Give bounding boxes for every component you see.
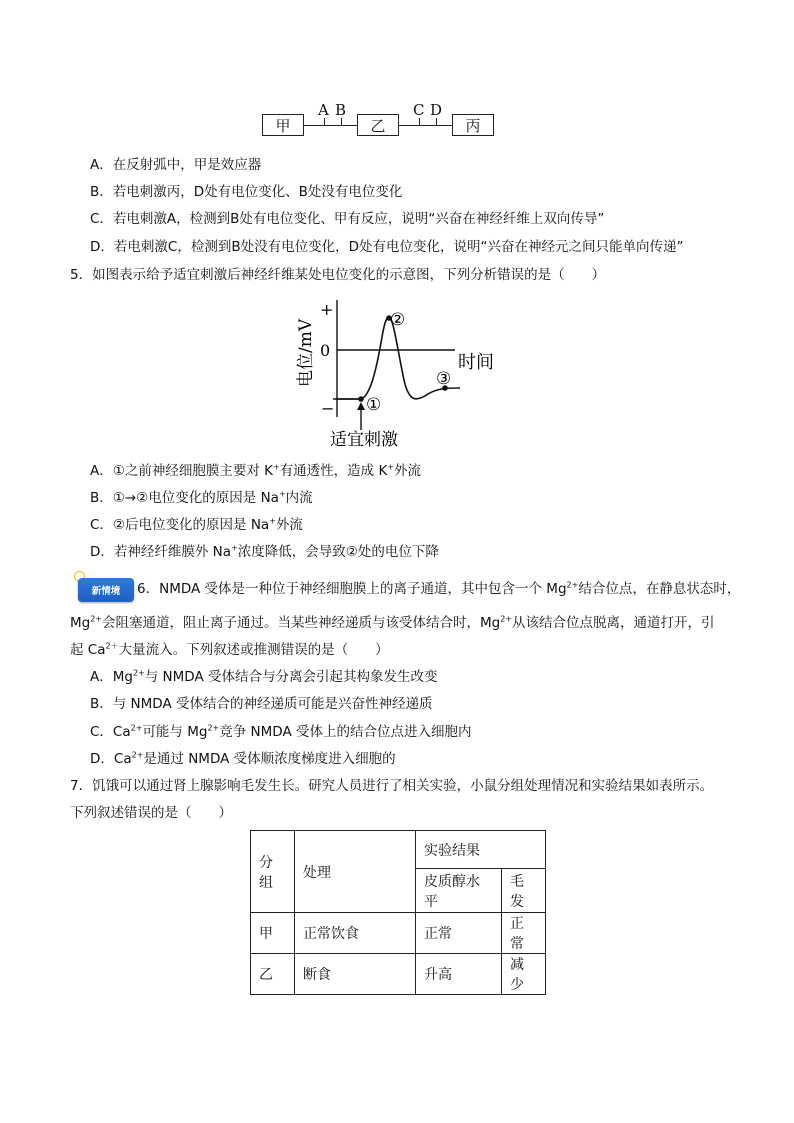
box-bing: 丙 xyxy=(452,114,494,136)
results-table xyxy=(250,830,546,995)
table-row xyxy=(251,954,546,995)
point-d-tick xyxy=(436,118,437,125)
header-cortisol: 皮质醇水平 xyxy=(416,869,502,913)
point-d-label: D xyxy=(430,101,443,119)
y-axis-label: 电位/mV xyxy=(296,318,316,387)
stimulus-label: 适宜刺激 xyxy=(330,430,398,450)
q6-option-d: D．$Ca^{2+}$是通过 NMDA 受体顺浓度梯度进入细胞的 xyxy=(90,750,396,767)
q6-line-1: 6．NMDA 受体是一种位于神经细胞膜上的离子通道，其中包含一个 $Mg^{2+}$结合位点，在静息状态时， xyxy=(137,580,741,597)
marker-2: ② xyxy=(390,310,406,330)
q5-option-b: B．①→②电位变化的原因是 Na+内流 xyxy=(90,489,313,506)
cell-cortisol: 正常 xyxy=(416,913,502,954)
box-jia: 甲 xyxy=(262,114,304,136)
q4-option-d: D．若电刺激C，检测到B处没有电位变化，D处有电位变化，说明“兴奋在神经元之间只能单向传递” xyxy=(90,239,684,255)
box-yi: 乙 xyxy=(357,114,399,136)
header-treatment: 处理 xyxy=(295,831,416,913)
q5-option-d: D．若神经纤维膜外 Na+浓度降低，会导致②处的电位下降 xyxy=(90,543,439,560)
point-c-tick xyxy=(419,118,420,125)
y-zero-label: 0 xyxy=(320,341,331,360)
q7-stem-line-2: 下列叙述错误的是（ ） xyxy=(70,805,232,821)
header-hair: 毛发 xyxy=(502,869,546,913)
q4-option-b: B．若电刺激丙，D处有电位变化、B处没有电位变化 xyxy=(90,184,403,200)
q4-option-c: C．若电刺激A，检测到B处有电位变化、甲有反应，说明“兴奋在神经纤维上双向传导” xyxy=(90,211,605,227)
q5-stem: 5．如图表示给予适宜刺激后神经纤维某处电位变化的示意图，下列分析错误的是（ ） xyxy=(70,267,606,283)
x-axis-label: 时间 xyxy=(458,352,494,373)
point-b-tick xyxy=(341,118,342,125)
point-c-label: C xyxy=(413,101,425,119)
q6-option-b: B．与 NMDA 受体结合的神经递质可能是兴奋性神经递质 xyxy=(90,696,433,712)
cell-group: 甲 xyxy=(251,913,295,954)
q5-option-c: C．②后电位变化的原因是 Na+外流 xyxy=(90,516,303,533)
stimulus-arrowhead xyxy=(357,402,365,410)
q5-option-a: A．①之前神经细胞膜主要对 K+有通透性，造成 K+外流 xyxy=(90,462,422,479)
header-results: 实验结果 xyxy=(416,831,546,869)
table-row xyxy=(251,913,546,954)
q6-line-2: $Mg^{2+}$会阻塞通道，阻止离子通过。当某些神经递质与该受体结合时，$Mg^{2+}$从该结合位点脱离，通道打开，引 xyxy=(70,614,715,631)
new-context-badge: 新情境 xyxy=(78,578,134,602)
point-a-tick xyxy=(324,118,325,125)
marker-1: ① xyxy=(366,395,382,415)
cell-treatment: 正常饮食 xyxy=(295,913,416,954)
y-plus-label: + xyxy=(320,300,334,319)
table-header-row xyxy=(251,831,546,869)
cell-hair: 正常 xyxy=(502,913,546,954)
connector-2 xyxy=(399,125,452,126)
marker-3: ③ xyxy=(436,369,452,389)
point-b-label: B xyxy=(335,101,347,119)
q7-stem-line-1: 7．饥饿可以通过肾上腺影响毛发生长。研究人员进行了相关实验，小鼠分组处理情况和实验结果如表所示。 xyxy=(70,778,714,794)
point-1-dot xyxy=(358,396,364,402)
cell-cortisol: 升高 xyxy=(416,954,502,995)
q4-option-a: A．在反射弧中，甲是效应器 xyxy=(90,157,262,173)
cell-group: 乙 xyxy=(251,954,295,995)
y-minus-label: − xyxy=(321,399,335,418)
header-group: 分组 xyxy=(251,831,295,913)
cell-hair: 减少 xyxy=(502,954,546,995)
action-potential-graph xyxy=(290,292,510,452)
q6-line-3: 起 $Ca^{2+}$大量流入。下列叙述或推测错误的是（ ） xyxy=(70,641,389,658)
q6-option-a: A．$Mg^{2+}$与 NMDA 受体结合与分离会引起其构象发生改变 xyxy=(90,668,438,685)
point-a-label: A xyxy=(318,101,329,119)
q6-option-c: C．$Ca^{2+}$可能与 $Mg^{2+}$竞争 NMDA 受体上的结合位点进入细胞内 xyxy=(90,723,472,740)
cell-treatment: 断食 xyxy=(295,954,416,995)
connector-1 xyxy=(304,125,357,126)
